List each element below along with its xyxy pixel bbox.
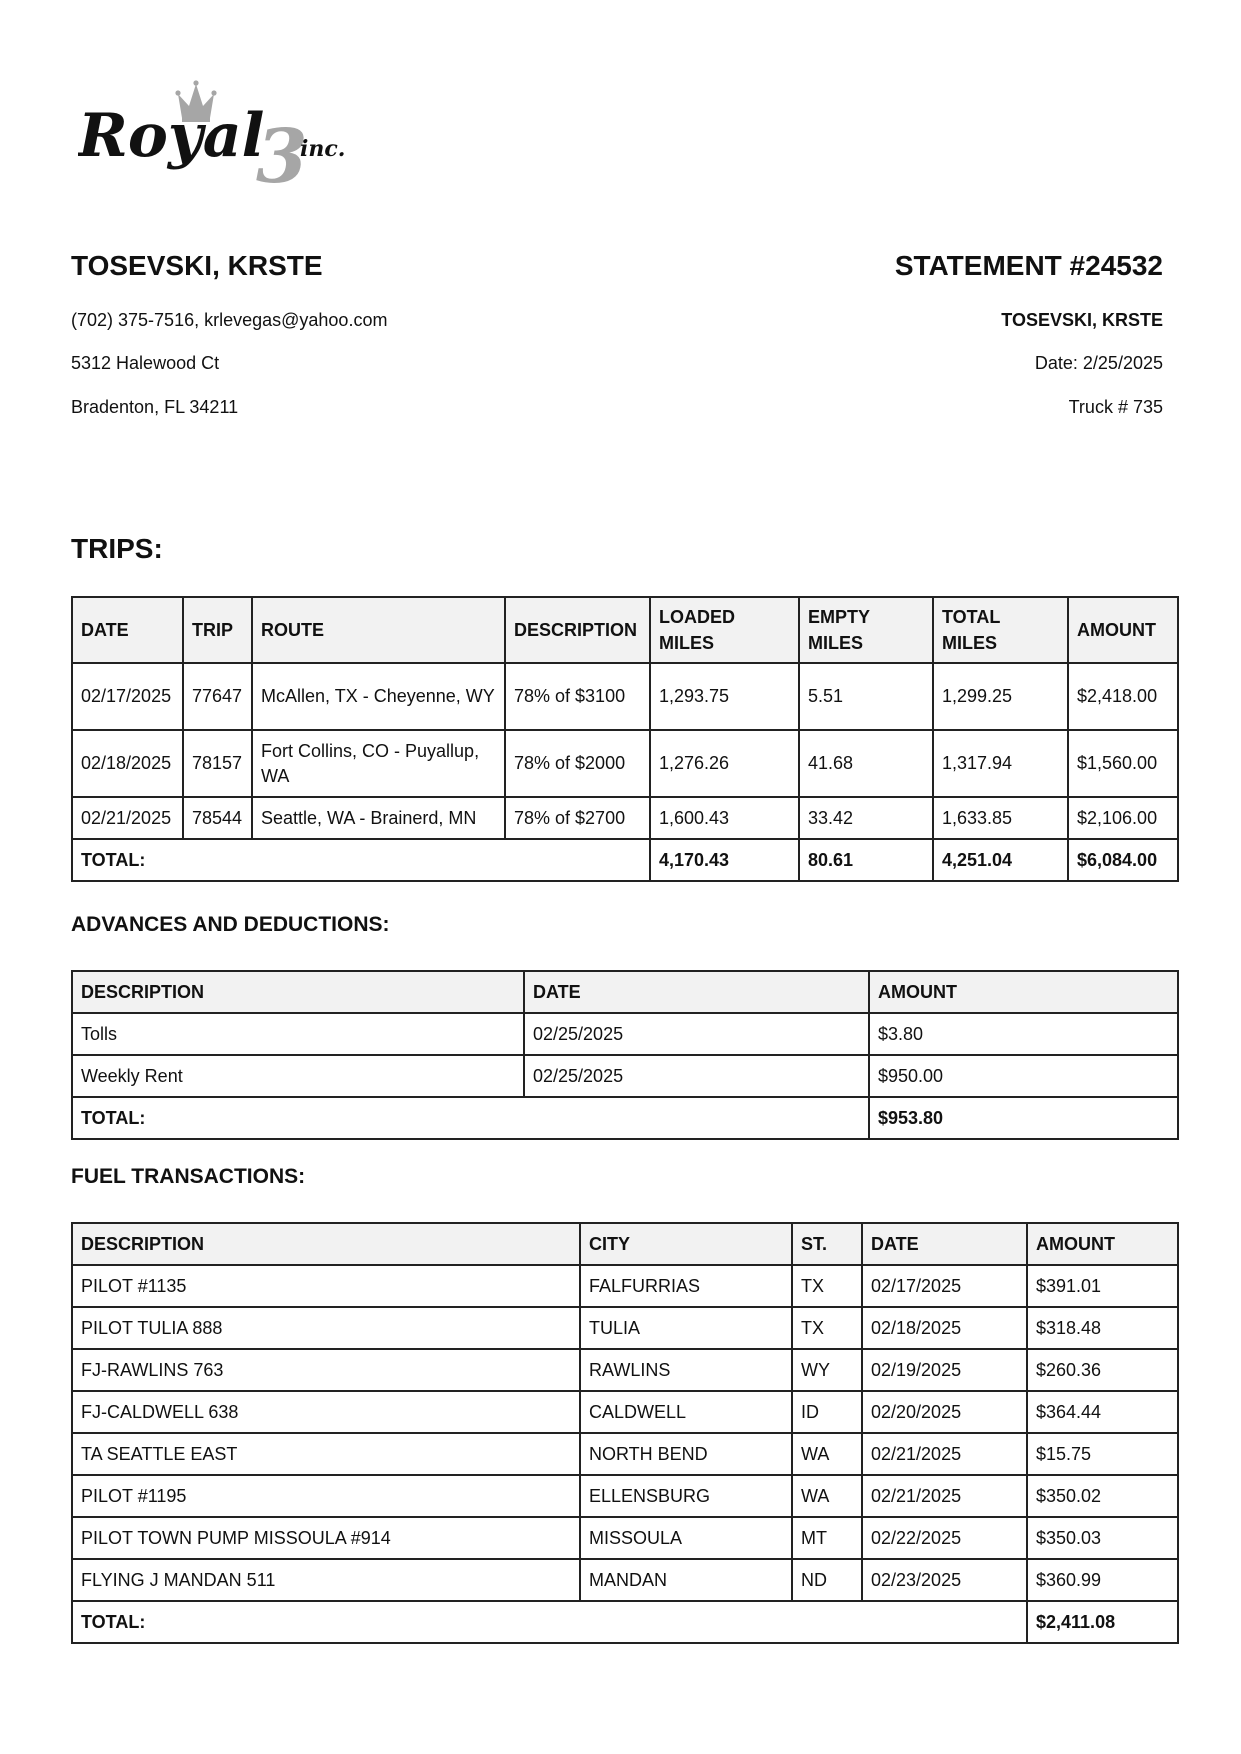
fuel-date: 02/21/2025 (862, 1475, 1027, 1517)
fuel-amount: $15.75 (1027, 1433, 1178, 1475)
fuel-state: ID (792, 1391, 862, 1433)
fuel-date: 02/19/2025 (862, 1349, 1027, 1391)
advance-description: Weekly Rent (72, 1055, 524, 1097)
fuel-date: 02/23/2025 (862, 1559, 1027, 1601)
trips-total-loaded: 4,170.43 (650, 839, 799, 881)
trip-date: 02/18/2025 (72, 730, 183, 797)
trip-number: 78157 (183, 730, 252, 797)
advance-date: 02/25/2025 (524, 1055, 869, 1097)
trips-total-amount: $6,084.00 (1068, 839, 1178, 881)
trip-empty-miles: 41.68 (799, 730, 933, 797)
fuel-header-row (72, 1223, 1178, 1265)
trip-total-miles: 1,633.85 (933, 797, 1068, 839)
trips-title: TRIPS: (71, 533, 163, 564)
advances-table (71, 970, 1179, 1140)
fuel-state: TX (792, 1265, 862, 1307)
fuel-amount: $391.01 (1027, 1265, 1178, 1307)
table-row (72, 1013, 1178, 1055)
fuel-description: PILOT #1195 (72, 1475, 580, 1517)
fuel-description: PILOT TOWN PUMP MISSOULA #914 (72, 1517, 580, 1559)
advances-header-amount: AMOUNT (869, 971, 1178, 1013)
advance-amount: $3.80 (869, 1013, 1178, 1055)
trips-header-description: DESCRIPTION (505, 597, 650, 663)
table-row (72, 1265, 1178, 1307)
fuel-description: FLYING J MANDAN 511 (72, 1559, 580, 1601)
table-row (72, 1559, 1178, 1601)
advance-date: 02/25/2025 (524, 1013, 869, 1055)
trip-total-miles: 1,317.94 (933, 730, 1068, 797)
fuel-city: NORTH BEND (580, 1433, 792, 1475)
advance-description: Tolls (72, 1013, 524, 1055)
fuel-amount: $260.36 (1027, 1349, 1178, 1391)
table-row (72, 1307, 1178, 1349)
fuel-description: PILOT TULIA 888 (72, 1307, 580, 1349)
fuel-state: WY (792, 1349, 862, 1391)
trip-amount: $1,560.00 (1068, 730, 1178, 797)
fuel-city: FALFURRIAS (580, 1265, 792, 1307)
trip-route: McAllen, TX - Cheyenne, WY (252, 663, 505, 730)
driver-name: TOSEVSKI, KRSTE (71, 250, 323, 281)
table-row (72, 663, 1178, 730)
fuel-description: FJ-CALDWELL 638 (72, 1391, 580, 1433)
fuel-header-state: ST. (792, 1223, 862, 1265)
fuel-title: FUEL TRANSACTIONS: (71, 1165, 306, 1188)
fuel-header-amount: AMOUNT (1027, 1223, 1178, 1265)
trip-total-miles: 1,299.25 (933, 663, 1068, 730)
advances-title: ADVANCES AND DEDUCTIONS: (71, 913, 390, 936)
fuel-state: ND (792, 1559, 862, 1601)
fuel-description: FJ-RAWLINS 763 (72, 1349, 580, 1391)
advances-header-row (72, 971, 1178, 1013)
fuel-city: CALDWELL (580, 1391, 792, 1433)
statement-title: STATEMENT #24532 (894, 250, 1163, 281)
trip-empty-miles: 33.42 (799, 797, 933, 839)
trips-header-route: ROUTE (252, 597, 505, 663)
statement-date: Date: 2/25/2025 (1034, 353, 1163, 373)
trips-header-loaded-miles: LOADED MILES (650, 597, 799, 663)
advances-total-amount: $953.80 (869, 1097, 1178, 1139)
statement-name: TOSEVSKI, KRSTE (1001, 310, 1163, 330)
trip-number: 77647 (183, 663, 252, 730)
trips-total-row (72, 839, 1178, 881)
fuel-header-date: DATE (862, 1223, 1027, 1265)
fuel-amount: $350.03 (1027, 1517, 1178, 1559)
advances-total-label: TOTAL: (72, 1097, 869, 1139)
trips-total-empty: 80.61 (799, 839, 933, 881)
fuel-date: 02/18/2025 (862, 1307, 1027, 1349)
trip-amount: $2,106.00 (1068, 797, 1178, 839)
advances-header-description: DESCRIPTION (72, 971, 524, 1013)
fuel-date: 02/21/2025 (862, 1433, 1027, 1475)
logo-script: Royal (78, 101, 265, 171)
table-row (72, 797, 1178, 839)
trip-amount: $2,418.00 (1068, 663, 1178, 730)
fuel-city: TULIA (580, 1307, 792, 1349)
trips-total-miles: 4,251.04 (933, 839, 1068, 881)
trip-loaded-miles: 1,276.26 (650, 730, 799, 797)
trip-empty-miles: 5.51 (799, 663, 933, 730)
driver-address-line2: Bradenton, FL 34211 (71, 397, 239, 417)
table-row (72, 1433, 1178, 1475)
fuel-state: MT (792, 1517, 862, 1559)
table-row (72, 730, 1178, 797)
trips-total-label: TOTAL: (72, 839, 650, 881)
advances-total-row (72, 1097, 1178, 1139)
fuel-state: WA (792, 1475, 862, 1517)
fuel-amount: $350.02 (1027, 1475, 1178, 1517)
table-row (72, 1391, 1178, 1433)
driver-contact: (702) 375-7516, krlevegas@yahoo.com (71, 310, 388, 330)
trip-date: 02/21/2025 (72, 797, 183, 839)
trip-description: 78% of $2700 (505, 797, 650, 839)
trip-route: Fort Collins, CO - Puyallup, WA (252, 730, 505, 797)
statement-truck: Truck # 735 (1068, 397, 1163, 417)
company-logo (78, 78, 378, 190)
fuel-amount: $360.99 (1027, 1559, 1178, 1601)
fuel-total-label: TOTAL: (72, 1601, 1027, 1643)
trips-header-date: DATE (72, 597, 183, 663)
fuel-amount: $364.44 (1027, 1391, 1178, 1433)
fuel-city: ELLENSBURG (580, 1475, 792, 1517)
fuel-date: 02/17/2025 (862, 1265, 1027, 1307)
trip-loaded-miles: 1,600.43 (650, 797, 799, 839)
table-row (72, 1055, 1178, 1097)
table-row (72, 1475, 1178, 1517)
fuel-city: MANDAN (580, 1559, 792, 1601)
trips-table (71, 596, 1179, 882)
trip-route: Seattle, WA - Brainerd, MN (252, 797, 505, 839)
table-row (72, 1517, 1178, 1559)
advances-header-date: DATE (524, 971, 869, 1013)
logo-numeral: 3 (256, 114, 308, 190)
logo-suffix: inc. (300, 136, 346, 162)
trips-header-trip: TRIP (183, 597, 252, 663)
trip-number: 78544 (183, 797, 252, 839)
fuel-city: MISSOULA (580, 1517, 792, 1559)
fuel-amount: $318.48 (1027, 1307, 1178, 1349)
fuel-description: PILOT #1135 (72, 1265, 580, 1307)
fuel-total-amount: $2,411.08 (1027, 1601, 1178, 1643)
fuel-header-description: DESCRIPTION (72, 1223, 580, 1265)
table-row (72, 1349, 1178, 1391)
fuel-header-city: CITY (580, 1223, 792, 1265)
trips-header-amount: AMOUNT (1068, 597, 1178, 663)
trip-description: 78% of $3100 (505, 663, 650, 730)
fuel-description: TA SEATTLE EAST (72, 1433, 580, 1475)
trip-loaded-miles: 1,293.75 (650, 663, 799, 730)
trips-header-row (72, 597, 1178, 663)
fuel-total-row (72, 1601, 1178, 1643)
fuel-state: WA (792, 1433, 862, 1475)
fuel-date: 02/20/2025 (862, 1391, 1027, 1433)
trip-description: 78% of $2000 (505, 730, 650, 797)
fuel-state: TX (792, 1307, 862, 1349)
fuel-table (71, 1222, 1179, 1644)
trips-header-total-miles: TOTAL MILES (933, 597, 1068, 663)
trip-date: 02/17/2025 (72, 663, 183, 730)
trips-header-empty-miles: EMPTY MILES (799, 597, 933, 663)
fuel-city: RAWLINS (580, 1349, 792, 1391)
fuel-date: 02/22/2025 (862, 1517, 1027, 1559)
advance-amount: $950.00 (869, 1055, 1178, 1097)
driver-address-line1: 5312 Halewood Ct (71, 353, 220, 373)
